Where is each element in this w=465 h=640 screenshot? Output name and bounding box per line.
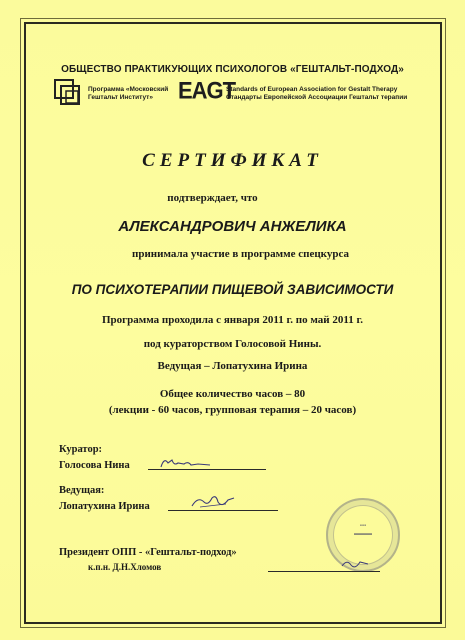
lead-role: Ведущая:: [59, 485, 105, 496]
organization-title: ОБЩЕСТВО ПРАКТИКУЮЩИХ ПСИХОЛОГОВ «ГЕШТАЛЬТ-ПОДХОД»: [61, 64, 404, 75]
stamp-center-mark: ▪▪▪ ▬▬▬: [354, 523, 372, 537]
eagt-standards-ru: Стандарты Европейской Ассоциации Гештальт терапии: [226, 94, 408, 101]
eagt-logo: EAGT: [178, 76, 236, 105]
lead-line: Ведущая – Лопатухина Ирина: [157, 360, 308, 372]
confirms-text: подтверждает, что: [167, 192, 258, 204]
curator-signature-icon: [158, 455, 218, 471]
program-institute-line-2: Гештальт Институт»: [88, 94, 153, 101]
certificate-title: СЕРТИФИКАТ: [142, 150, 323, 171]
eagt-standards-en: Standards of European Association for Gestalt Therapy: [226, 86, 398, 93]
president-signature-icon: [338, 556, 374, 572]
gestalt-logo-icon: [53, 78, 85, 110]
president-role: Президент ОПП - «Гештальт-подход»: [59, 547, 237, 558]
program-institute-line-1: Программа «Московский: [88, 86, 169, 93]
president-name: к.п.н. Д.Н.Хломов: [88, 562, 162, 572]
curator-name: Голосова Нина: [59, 460, 130, 471]
lead-name: Лопатухина Ирина: [59, 501, 150, 512]
curator-line: под кураторством Голосовой Нины.: [143, 338, 322, 350]
curator-role: Куратор:: [59, 444, 103, 455]
program-title: ПО ПСИХОТЕРАПИИ ПИЩЕВОЙ ЗАВИСИМОСТИ: [71, 282, 394, 297]
participation-text: принимала участие в программе спецкурса: [132, 248, 349, 260]
hours-total: Общее количество часов – 80: [159, 388, 306, 400]
lead-signature-icon: [188, 492, 238, 512]
program-dates: Программа проходила с января 2011 г. по май 2011 г.: [101, 314, 364, 326]
eagt-standards-label: [226, 86, 426, 102]
hours-breakdown: (лекции - 60 часов, групповая терапия – 20 часов): [108, 404, 357, 416]
program-institute-label: [88, 86, 188, 102]
recipient-name: АЛЕКСАНДРОВИЧ АНЖЕЛИКА: [118, 218, 347, 235]
